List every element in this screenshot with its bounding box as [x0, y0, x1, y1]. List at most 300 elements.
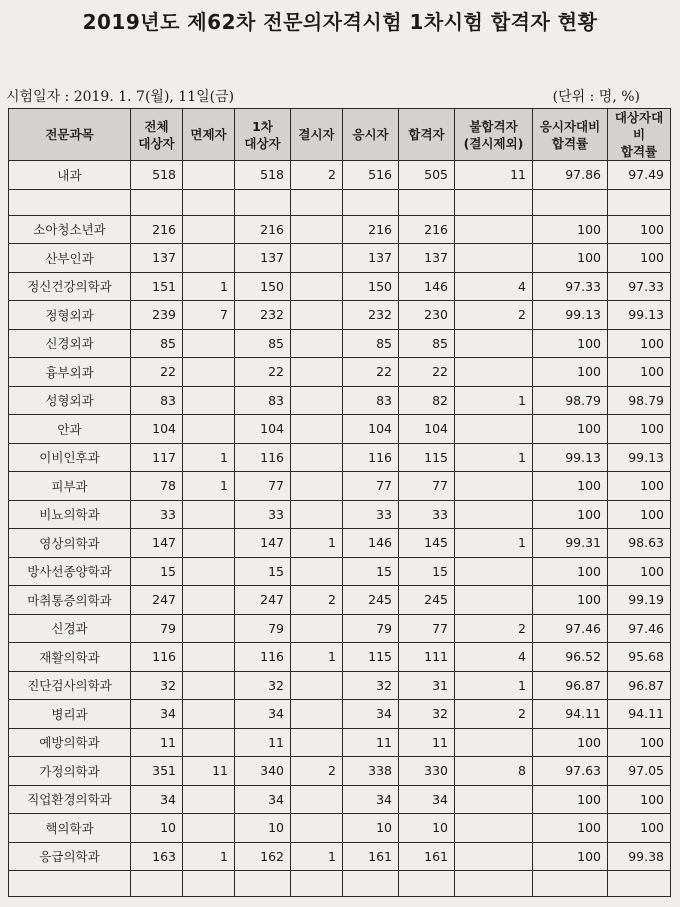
value-cell [183, 329, 235, 358]
value-cell: 518 [235, 161, 291, 190]
specialty-cell: 정신건강의학과 [9, 272, 131, 301]
specialty-cell: 소아청소년과 [9, 215, 131, 244]
value-cell [291, 301, 343, 330]
value-cell [183, 386, 235, 415]
value-cell: 100 [533, 358, 608, 387]
value-cell: 151 [131, 272, 183, 301]
value-cell: 1 [183, 443, 235, 472]
value-cell [533, 189, 608, 215]
value-cell [183, 728, 235, 757]
value-cell [291, 728, 343, 757]
value-cell: 100 [608, 472, 671, 501]
value-cell: 15 [235, 557, 291, 586]
column-header-line1: 1차 [252, 118, 273, 134]
value-cell: 338 [343, 757, 399, 786]
value-cell [291, 244, 343, 273]
value-cell: 22 [343, 358, 399, 387]
value-cell: 33 [399, 500, 455, 529]
value-cell: 100 [608, 358, 671, 387]
value-cell: 2 [455, 301, 533, 330]
specialty-cell: 산부인과 [9, 244, 131, 273]
column-header-line1: 응시자 [352, 127, 389, 142]
value-cell: 232 [235, 301, 291, 330]
value-cell [455, 871, 533, 897]
specialty-cell: 성형외과 [9, 386, 131, 415]
value-cell [183, 529, 235, 558]
value-cell [291, 329, 343, 358]
value-cell: 116 [131, 643, 183, 672]
value-cell [183, 244, 235, 273]
value-cell: 247 [235, 586, 291, 615]
value-cell: 1 [455, 671, 533, 700]
value-cell: 137 [343, 244, 399, 273]
value-cell [183, 671, 235, 700]
specialty-cell: 가정의학과 [9, 757, 131, 786]
value-cell: 83 [235, 386, 291, 415]
value-cell: 100 [608, 415, 671, 444]
value-cell [291, 785, 343, 814]
value-cell [455, 244, 533, 273]
value-cell: 7 [183, 301, 235, 330]
column-header-line1: 전체 [144, 118, 169, 134]
value-cell: 1 [183, 842, 235, 871]
table-row [9, 215, 671, 244]
value-cell: 100 [533, 244, 608, 273]
specialty-cell: 방사선종양학과 [9, 557, 131, 586]
value-cell: 161 [343, 842, 399, 871]
value-cell: 145 [399, 529, 455, 558]
value-cell [291, 272, 343, 301]
value-cell: 11 [131, 728, 183, 757]
value-cell [183, 415, 235, 444]
value-cell: 34 [131, 785, 183, 814]
value-cell: 100 [608, 814, 671, 843]
value-cell: 216 [131, 215, 183, 244]
value-cell: 10 [399, 814, 455, 843]
value-cell [455, 586, 533, 615]
value-cell [455, 500, 533, 529]
table-row [9, 472, 671, 501]
value-cell: 98.79 [533, 386, 608, 415]
value-cell: 104 [343, 415, 399, 444]
value-cell: 2 [455, 700, 533, 729]
value-cell: 33 [343, 500, 399, 529]
value-cell: 1 [455, 443, 533, 472]
value-cell [455, 785, 533, 814]
value-cell: 8 [455, 757, 533, 786]
value-cell: 245 [399, 586, 455, 615]
value-cell: 15 [399, 557, 455, 586]
value-cell [183, 557, 235, 586]
value-cell: 85 [399, 329, 455, 358]
column-header [533, 109, 608, 161]
value-cell: 34 [131, 700, 183, 729]
value-cell: 104 [131, 415, 183, 444]
value-cell: 100 [533, 500, 608, 529]
value-cell: 98.79 [608, 386, 671, 415]
value-cell: 15 [343, 557, 399, 586]
value-cell: 99.13 [533, 301, 608, 330]
value-cell: 147 [235, 529, 291, 558]
value-cell: 2 [291, 161, 343, 190]
value-cell: 100 [533, 842, 608, 871]
exam-date: 시험일자 : 2019. 1. 7(월), 11일(금) [6, 89, 235, 105]
value-cell [183, 785, 235, 814]
value-cell: 216 [343, 215, 399, 244]
value-cell: 115 [343, 643, 399, 672]
value-cell: 1 [455, 386, 533, 415]
value-cell: 216 [399, 215, 455, 244]
value-cell: 33 [131, 500, 183, 529]
table-row [9, 728, 671, 757]
value-cell: 1 [291, 643, 343, 672]
value-cell: 97.05 [608, 757, 671, 786]
value-cell: 1 [291, 529, 343, 558]
value-cell: 94.11 [608, 700, 671, 729]
column-header [291, 109, 343, 161]
value-cell [183, 358, 235, 387]
value-cell: 34 [235, 700, 291, 729]
value-cell: 31 [399, 671, 455, 700]
value-cell: 100 [608, 215, 671, 244]
value-cell: 116 [235, 643, 291, 672]
value-cell: 85 [235, 329, 291, 358]
column-header-line1: 응시자대비 [539, 118, 601, 134]
column-header-line2: 대상자 [138, 135, 175, 151]
table-row [9, 871, 671, 897]
table-row [9, 189, 671, 215]
column-header-line1: 합격자 [408, 127, 445, 142]
specialty-cell: 안과 [9, 415, 131, 444]
specialty-cell: 마취통증의학과 [9, 586, 131, 615]
value-cell: 77 [399, 614, 455, 643]
value-cell: 11 [399, 728, 455, 757]
value-cell: 239 [131, 301, 183, 330]
value-cell [291, 814, 343, 843]
value-cell: 100 [533, 472, 608, 501]
specialty-cell: 재활의학과 [9, 643, 131, 672]
value-cell [183, 643, 235, 672]
value-cell: 100 [608, 785, 671, 814]
value-cell: 99.19 [608, 586, 671, 615]
value-cell: 2 [291, 757, 343, 786]
value-cell: 330 [399, 757, 455, 786]
table-row [9, 386, 671, 415]
value-cell: 96.87 [533, 671, 608, 700]
value-cell [291, 700, 343, 729]
specialty-cell: 직업환경의학과 [9, 785, 131, 814]
value-cell: 116 [235, 443, 291, 472]
value-cell: 83 [343, 386, 399, 415]
value-cell [455, 329, 533, 358]
specialty-cell: 이비인후과 [9, 443, 131, 472]
value-cell: 100 [533, 814, 608, 843]
column-header-line2: 대상자 [244, 135, 281, 151]
value-cell [235, 189, 291, 215]
table-row [9, 557, 671, 586]
value-cell: 33 [235, 500, 291, 529]
value-cell: 505 [399, 161, 455, 190]
value-cell: 99.13 [608, 443, 671, 472]
value-cell: 10 [235, 814, 291, 843]
value-cell: 161 [399, 842, 455, 871]
value-cell: 11 [455, 161, 533, 190]
value-cell [291, 472, 343, 501]
value-cell: 247 [131, 586, 183, 615]
value-cell: 22 [399, 358, 455, 387]
value-cell: 137 [235, 244, 291, 273]
specialty-cell: 신경과 [9, 614, 131, 643]
value-cell [183, 814, 235, 843]
specialty-cell [9, 189, 131, 215]
value-cell: 34 [343, 785, 399, 814]
value-cell: 116 [343, 443, 399, 472]
value-cell: 100 [533, 728, 608, 757]
specialty-cell: 예방의학과 [9, 728, 131, 757]
value-cell [183, 161, 235, 190]
value-cell: 100 [533, 415, 608, 444]
value-cell: 77 [235, 472, 291, 501]
table-row [9, 586, 671, 615]
value-cell [455, 215, 533, 244]
value-cell: 340 [235, 757, 291, 786]
value-cell: 82 [399, 386, 455, 415]
value-cell: 11 [183, 757, 235, 786]
column-header [235, 109, 291, 161]
value-cell: 163 [131, 842, 183, 871]
value-cell [291, 443, 343, 472]
value-cell: 100 [533, 329, 608, 358]
specialty-cell: 내과 [9, 161, 131, 190]
table-row [9, 757, 671, 786]
value-cell [291, 871, 343, 897]
value-cell: 2 [291, 586, 343, 615]
column-header-line1: 대상자대비 [614, 110, 664, 142]
value-cell: 100 [533, 557, 608, 586]
table-row [9, 358, 671, 387]
value-cell: 79 [235, 614, 291, 643]
value-cell: 96.87 [608, 671, 671, 700]
value-cell: 104 [399, 415, 455, 444]
value-cell: 100 [608, 329, 671, 358]
value-cell [131, 189, 183, 215]
table-row [9, 443, 671, 472]
value-cell: 97.46 [533, 614, 608, 643]
value-cell: 11 [343, 728, 399, 757]
results-table [8, 108, 671, 897]
value-cell: 100 [533, 785, 608, 814]
value-cell: 32 [235, 671, 291, 700]
column-header-line2: (결시제외) [463, 135, 524, 151]
table-row [9, 272, 671, 301]
specialty-cell: 병리과 [9, 700, 131, 729]
value-cell: 83 [131, 386, 183, 415]
value-cell: 77 [399, 472, 455, 501]
value-cell [183, 700, 235, 729]
value-cell [291, 557, 343, 586]
value-cell: 137 [399, 244, 455, 273]
table-row [9, 415, 671, 444]
value-cell: 94.11 [533, 700, 608, 729]
value-cell: 115 [399, 443, 455, 472]
value-cell [291, 386, 343, 415]
column-header [455, 109, 533, 161]
value-cell: 100 [533, 215, 608, 244]
value-cell: 10 [131, 814, 183, 843]
value-cell: 22 [235, 358, 291, 387]
value-cell: 1 [183, 272, 235, 301]
value-cell [291, 415, 343, 444]
value-cell: 98.63 [608, 529, 671, 558]
value-cell: 147 [131, 529, 183, 558]
value-cell: 85 [343, 329, 399, 358]
column-header-line1: 불합격자 [469, 118, 518, 134]
value-cell: 4 [455, 272, 533, 301]
value-cell: 99.31 [533, 529, 608, 558]
table-body [9, 161, 671, 897]
value-cell: 34 [235, 785, 291, 814]
value-cell: 85 [131, 329, 183, 358]
unit-note: (단위 : 명, %) [552, 89, 640, 105]
value-cell [183, 586, 235, 615]
value-cell: 32 [131, 671, 183, 700]
value-cell [343, 871, 399, 897]
value-cell [183, 871, 235, 897]
table-row [9, 161, 671, 190]
value-cell: 97.49 [608, 161, 671, 190]
value-cell: 4 [455, 643, 533, 672]
table-row [9, 814, 671, 843]
value-cell: 230 [399, 301, 455, 330]
value-cell: 516 [343, 161, 399, 190]
value-cell: 97.33 [533, 272, 608, 301]
specialty-cell: 진단검사의학과 [9, 671, 131, 700]
value-cell: 104 [235, 415, 291, 444]
column-header [9, 109, 131, 161]
value-cell: 146 [343, 529, 399, 558]
value-cell: 1 [291, 842, 343, 871]
value-cell [399, 871, 455, 897]
value-cell: 22 [131, 358, 183, 387]
table-row [9, 842, 671, 871]
page-title: 2019년도 제62차 전문의자격시험 1차시험 합격자 현황 [82, 10, 598, 34]
value-cell: 137 [131, 244, 183, 273]
value-cell [291, 614, 343, 643]
value-cell [455, 728, 533, 757]
value-cell: 77 [343, 472, 399, 501]
value-cell: 351 [131, 757, 183, 786]
specialty-cell: 영상의학과 [9, 529, 131, 558]
value-cell [455, 814, 533, 843]
specialty-cell: 피부과 [9, 472, 131, 501]
value-cell [291, 671, 343, 700]
column-header-line1: 면제자 [190, 127, 227, 142]
value-cell [131, 871, 183, 897]
value-cell [291, 358, 343, 387]
value-cell [608, 189, 671, 215]
value-cell: 34 [343, 700, 399, 729]
value-cell: 97.33 [608, 272, 671, 301]
table-row [9, 329, 671, 358]
table-row [9, 301, 671, 330]
specialty-cell [9, 871, 131, 897]
value-cell: 146 [399, 272, 455, 301]
table-row [9, 671, 671, 700]
value-cell [291, 500, 343, 529]
value-cell: 100 [608, 728, 671, 757]
value-cell: 78 [131, 472, 183, 501]
value-cell: 1 [183, 472, 235, 501]
column-header [608, 109, 671, 161]
value-cell: 99.13 [608, 301, 671, 330]
header-row [9, 109, 671, 161]
value-cell [291, 215, 343, 244]
value-cell: 99.38 [608, 842, 671, 871]
value-cell: 2 [455, 614, 533, 643]
value-cell: 117 [131, 443, 183, 472]
specialty-cell: 핵의학과 [9, 814, 131, 843]
value-cell [399, 189, 455, 215]
column-header [131, 109, 183, 161]
table-row [9, 785, 671, 814]
table-row [9, 244, 671, 273]
value-cell: 1 [455, 529, 533, 558]
value-cell [235, 871, 291, 897]
value-cell: 34 [399, 785, 455, 814]
value-cell [183, 215, 235, 244]
table-row [9, 500, 671, 529]
value-cell: 32 [343, 671, 399, 700]
value-cell: 216 [235, 215, 291, 244]
table-row [9, 700, 671, 729]
value-cell: 162 [235, 842, 291, 871]
value-cell: 245 [343, 586, 399, 615]
column-header-line2: 합격률 [551, 135, 589, 151]
value-cell: 96.52 [533, 643, 608, 672]
table-row [9, 529, 671, 558]
value-cell: 32 [399, 700, 455, 729]
value-cell: 97.46 [608, 614, 671, 643]
value-cell: 100 [608, 244, 671, 273]
value-cell: 99.13 [533, 443, 608, 472]
specialty-cell: 정형외과 [9, 301, 131, 330]
column-header-line1: 전문과목 [45, 127, 94, 142]
specialty-cell: 신경외과 [9, 329, 131, 358]
value-cell: 100 [533, 586, 608, 615]
value-cell: 100 [608, 557, 671, 586]
specialty-cell: 흉부외과 [9, 358, 131, 387]
table-row [9, 614, 671, 643]
value-cell: 97.86 [533, 161, 608, 190]
column-header [399, 109, 455, 161]
value-cell: 150 [235, 272, 291, 301]
value-cell: 95.68 [608, 643, 671, 672]
value-cell: 15 [131, 557, 183, 586]
value-cell [343, 189, 399, 215]
value-cell [455, 415, 533, 444]
value-cell: 10 [343, 814, 399, 843]
value-cell [608, 871, 671, 897]
value-cell [455, 358, 533, 387]
value-cell [183, 189, 235, 215]
value-cell: 150 [343, 272, 399, 301]
column-header [183, 109, 235, 161]
value-cell: 232 [343, 301, 399, 330]
specialty-cell: 비뇨의학과 [9, 500, 131, 529]
value-cell: 111 [399, 643, 455, 672]
value-cell [183, 500, 235, 529]
value-cell: 97.63 [533, 757, 608, 786]
